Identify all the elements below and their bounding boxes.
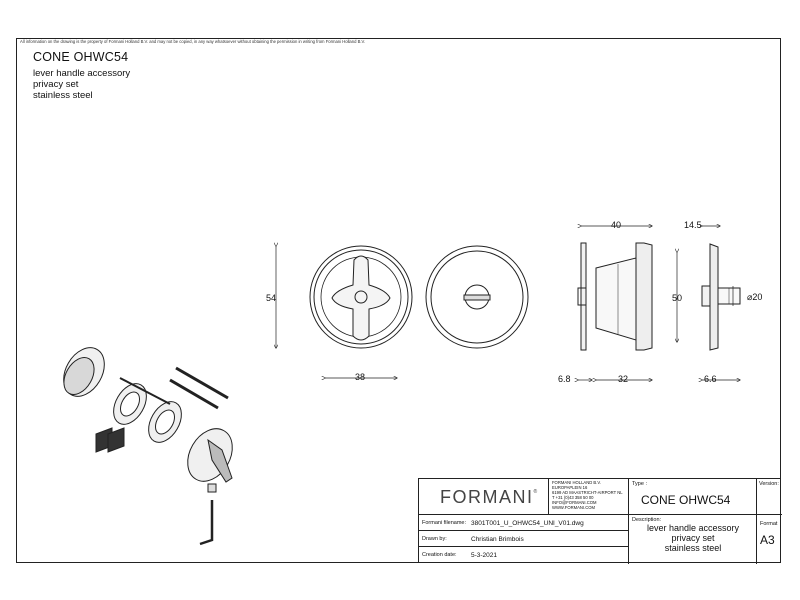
filename-value: 3801T001_U_OHWC54_UNI_V01.dwg [471,520,584,527]
type-cell: Type : CONE OHWC54 [629,479,757,515]
format-value: A3 [760,533,775,547]
end-view [702,244,740,350]
header-subtitle-3: stainless steel [33,90,93,101]
side-view [578,243,652,350]
header-subtitle-2: privacy set [33,79,79,90]
header-subtitle-1: lever handle accessory [33,68,131,79]
dim-front-width: 38 [355,372,366,382]
front-view-thumbturn [310,246,412,348]
format-cell: Format A3 [760,521,778,547]
dim-side-left-offset: 6.8 [558,374,571,384]
version-cell: Version: [757,479,782,515]
drawn-by-cell: Drawn by: Christian Brimbois [419,531,629,547]
drawing-title: CONE OHWC54 [33,50,129,64]
description-cell: Description: lever handle accessory privacy set stainless steel [629,515,757,564]
creation-date-value: 5-3-2021 [471,552,498,559]
dim-side-bottom-width: 32 [618,374,629,384]
company-address-cell: FORMANI HOLLAND B.V. EUROPAPLEIN 16 6199 AD MAASTRICHT-AIRPORT NL T +31 (0)43 358 50 00 INFO@FORMANI.COM WWW.FORMANI.COM [549,479,629,515]
dim-end-diameter: ⌀20 [747,292,763,302]
dim-front-height: 54 [266,293,277,303]
logo-cell [419,479,549,515]
drawn-by-value: Christian Brimbois [471,536,524,543]
type-value: CONE OHWC54 [641,493,731,507]
title-block [418,478,781,563]
front-view-release [426,246,528,348]
filename-cell: Formani filename: 3801T001_U_OHWC54_UNI_V01.dwg [419,515,629,531]
dim-side-height: 50 [672,293,683,303]
creation-date-cell: Creation date: 5-3-2021 [419,547,629,564]
dim-side-top-width: 40 [611,220,622,230]
dim-end-top-width: 14.5 [684,220,702,230]
formani-logo: FORMANI® [440,487,539,507]
disclaimer-text: All information on the drawing is the property of Formani Holland B.V. and may not be copied, in any way whatsoever without obtaining the permission in writing from Formani Holland B.V. [20,39,366,44]
exploded-isometric-view [55,340,241,544]
dim-end-bottom-width: 6.6 [704,374,717,384]
